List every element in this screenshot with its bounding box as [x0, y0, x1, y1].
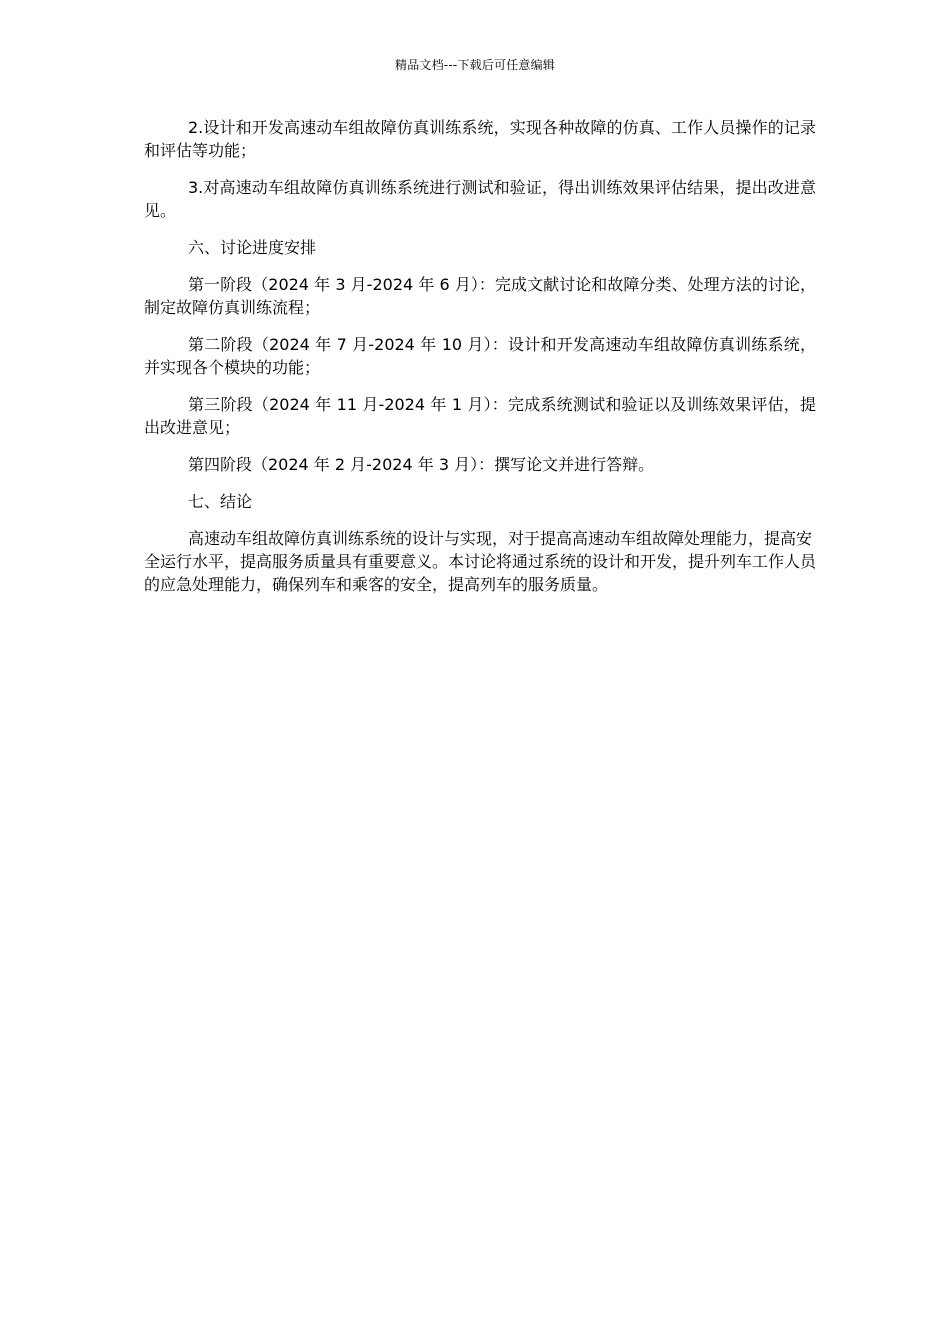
paragraph-objective-3: 3.对高速动车组故障仿真训练系统进行测试和验证，得出训练效果评估结果，提出改进意见。	[144, 178, 816, 220]
section-heading-schedule: 六、讨论进度安排	[188, 238, 317, 257]
page-header: 精品文档---下载后可任意编辑	[395, 58, 555, 72]
document-body	[144, 116, 816, 610]
paragraph-phase-2: 第二阶段（2024 年 7 月-2024 年 10 月）：设计和开发高速动车组故障仿真训练系统，并实现各个模块的功能；	[144, 335, 816, 377]
section-heading-conclusion: 七、结论	[188, 492, 253, 511]
paragraph-phase-3: 第三阶段（2024 年 11 月-2024 年 1 月）：完成系统测试和验证以及训练效果评估，提出改进意见；	[144, 395, 816, 437]
paragraph-conclusion: 高速动车组故障仿真训练系统的设计与实现，对于提高高速动车组故障处理能力，提高安全运行水平，提高服务质量具有重要意义。本讨论将通过系统的设计和开发，提升列车工作人员的应急处理能力，确保列车和乘客的安全，提高列车的服务质量。	[144, 529, 817, 594]
paragraph-phase-1: 第一阶段（2024 年 3 月-2024 年 6 月）：完成文献讨论和故障分类、处理方法的讨论，制定故障仿真训练流程；	[144, 275, 816, 317]
paragraph-phase-4: 第四阶段（2024 年 2 月-2024 年 3 月）：撰写论文并进行答辩。	[188, 455, 655, 474]
paragraph-objective-2: 2.设计和开发高速动车组故障仿真训练系统，实现各种故障的仿真、工作人员操作的记录和评估等功能；	[144, 118, 816, 160]
